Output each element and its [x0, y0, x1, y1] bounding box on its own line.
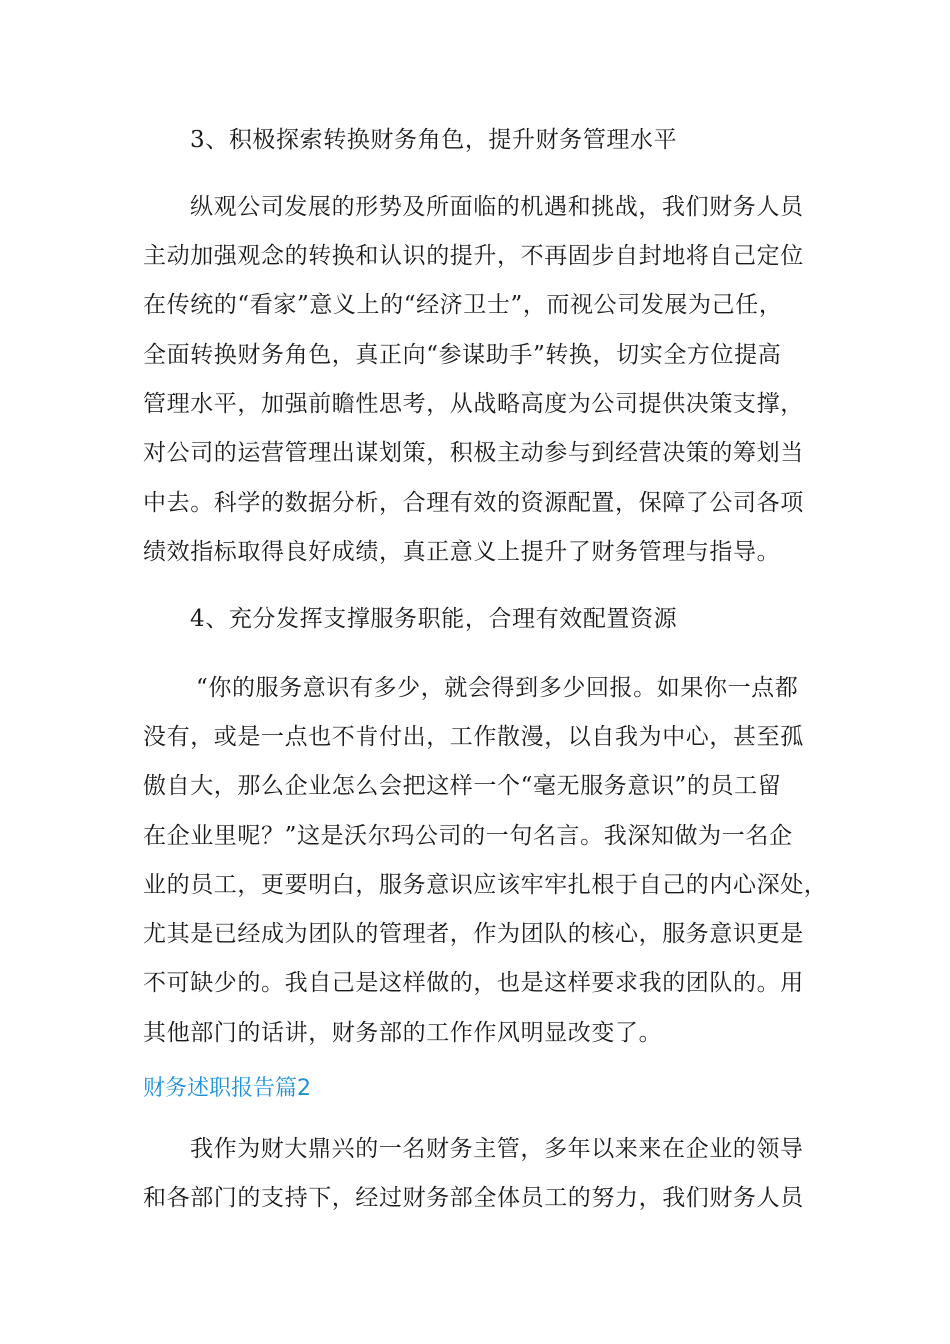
paragraph-1-line: 对公司的运营管理出谋划策，积极主动参与到经营决策的筹划当: [143, 440, 804, 466]
paragraph-2-line: 不可缺少的。我自己是这样做的，也是这样要求我的团队的。用: [143, 970, 804, 996]
paragraph-3-line: 我作为财大鼎兴的一名财务主管，多年以来来在企业的领导: [190, 1136, 804, 1162]
paragraph-3-line: 和各部门的支持下，经过财务部全体员工的努力，我们财务人员: [143, 1185, 804, 1211]
paragraph-2-line: 尤其是已经成为团队的管理者，作为团队的核心，服务意识更是: [143, 921, 804, 947]
paragraph-1-line: 纵观公司发展的形势及所面临的机遇和挑战，我们财务人员: [190, 194, 804, 220]
section-4-title: 4、充分发挥支撑服务职能，合理有效配置资源: [190, 606, 678, 632]
paragraph-2-line: 傲自大，那么企业怎么会把这样一个“毫无服务意识”的员工留: [143, 773, 782, 799]
section-heading: 财务述职报告篇2: [143, 1076, 311, 1101]
paragraph-1-line: 中去。科学的数据分析，合理有效的资源配置，保障了公司各项: [143, 490, 804, 516]
paragraph-2-line: 业的员工，更要明白，服务意识应该牢牢扎根于自己的内心深处，: [143, 872, 828, 898]
paragraph-1-line: 管理水平，加强前瞻性思考，从战略高度为公司提供决策支撑，: [143, 391, 804, 417]
paragraph-1-line: 全面转换财务角色，真正向“参谋助手”转换，切实全方位提高: [143, 342, 782, 368]
section-3-title: 3、积极探索转换财务角色，提升财务管理水平: [190, 127, 678, 153]
paragraph-2-line: 没有，或是一点也不肯付出，工作散漫，以自我为中心，甚至孤: [143, 724, 804, 750]
paragraph-1-line: 绩效指标取得良好成绩，真正意义上提升了财务管理与指导。: [143, 539, 781, 565]
paragraph-2-line: 在企业里呢？”这是沃尔玛公司的一句名言。我深知做为一名企: [143, 823, 793, 849]
paragraph-1-line: 在传统的“看家”意义上的“经济卫士”，而视公司发展为己任，: [143, 292, 783, 318]
paragraph-2-line: 其他部门的话讲，财务部的工作作风明显改变了。: [143, 1020, 663, 1046]
paragraph-2-line: “你的服务意识有多少，就会得到多少回报。如果你一点都: [196, 675, 799, 701]
paragraph-1-line: 主动加强观念的转换和认识的提升，不再固步自封地将自己定位: [143, 243, 804, 269]
